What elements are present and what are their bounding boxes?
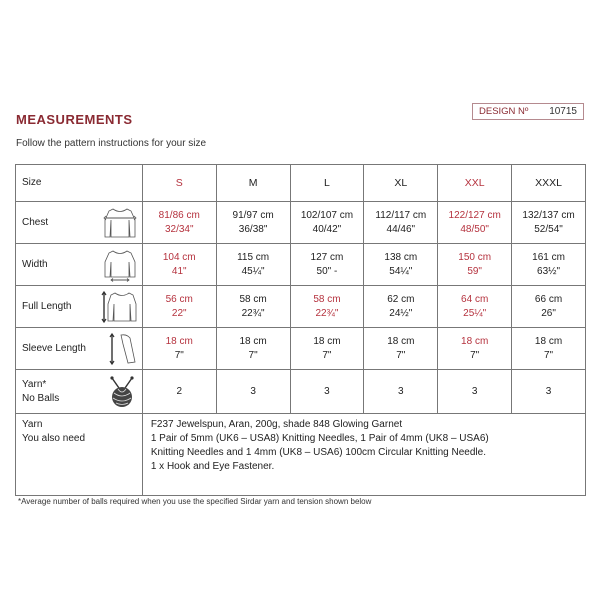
- yarn-details: [142, 414, 585, 496]
- size-xxxl: XXXL: [512, 165, 586, 202]
- yarn-line-1: F237 Jewelspun, Aran, 200g, shade 848 Glowing Garnet: [150, 419, 403, 430]
- full-length-cell-xxl: 64 cm 25¼": [438, 286, 512, 328]
- sleeve-cell-m: 18 cm 7": [216, 328, 290, 370]
- sleeve-cell-xxxl: 18 cm 7": [512, 328, 586, 370]
- width-cell-xxxl: 161 cm 63½": [512, 244, 586, 286]
- full-length-row: [16, 286, 586, 328]
- chest-garment-icon: [102, 206, 138, 240]
- row-label: Full Length: [22, 300, 72, 312]
- size-xxl: XXL: [438, 165, 512, 202]
- chest-cell-xxl: 122/127 cm 48/50": [438, 202, 512, 244]
- width-cell-xl: 138 cm 54¼": [364, 244, 438, 286]
- chest-cell-xxxl: 132/137 cm 52/54": [512, 202, 586, 244]
- yarn-line-2: 1 Pair of 5mm (UK6 – USA8) Knitting Needles, 1 Pair of 4mm (UK8 – USA6): [150, 433, 489, 444]
- design-label: DESIGN Nº: [479, 106, 529, 117]
- also-need-label: You also need: [22, 433, 86, 444]
- yarn-balls-label-line1: Yarn*: [22, 378, 47, 390]
- design-number-box: [472, 103, 584, 120]
- sleeve-cell-xxl: 18 cm 7": [438, 328, 512, 370]
- size-m: M: [216, 165, 290, 202]
- yarn-info-row: [16, 414, 586, 496]
- chest-row: [16, 202, 586, 244]
- width-cell-xxl: 150 cm 59": [438, 244, 512, 286]
- size-header-row: [16, 165, 586, 202]
- footnote: *Average number of balls required when you use the specified Sirdar yarn and tension shown below: [18, 497, 372, 506]
- design-number: 10715: [549, 106, 577, 117]
- size-l: L: [290, 165, 364, 202]
- width-cell-s: 104 cm 41": [142, 244, 216, 286]
- full-length-cell-xl: 62 cm 24½": [364, 286, 438, 328]
- width-row: [16, 244, 586, 286]
- row-label: Sleeve Length: [22, 342, 86, 354]
- full-length-cell-xxxl: 66 cm 26": [512, 286, 586, 328]
- sleeve-length-icon: [108, 332, 138, 366]
- size-s: S: [142, 165, 216, 202]
- balls-m: 3: [216, 370, 290, 414]
- width-cell-m: 115 cm 45¼": [216, 244, 290, 286]
- balls-l: 3: [290, 370, 364, 414]
- instructions-text: Follow the pattern instructions for your size: [16, 138, 207, 149]
- page-title: MEASUREMENTS: [16, 112, 133, 127]
- yarn-ball-needles-icon: [106, 375, 138, 409]
- row-label: Width: [22, 258, 48, 270]
- yarn-balls-label-line2: No Balls: [22, 392, 60, 404]
- balls-xxl: 3: [438, 370, 512, 414]
- chest-cell-m: 91/97 cm 36/38": [216, 202, 290, 244]
- width-garment-icon: [102, 248, 138, 282]
- full-length-cell-l: 58 cm 22¾": [290, 286, 364, 328]
- balls-xl: 3: [364, 370, 438, 414]
- full-length-cell-m: 58 cm 22¾": [216, 286, 290, 328]
- yarn-line-3: Knitting Needles and 1 4mm (UK8 – USA6) 100cm Circular Knitting Needle.: [150, 447, 486, 458]
- sleeve-length-row: [16, 328, 586, 370]
- yarn-balls-row: [16, 370, 586, 414]
- sleeve-cell-l: 18 cm 7": [290, 328, 364, 370]
- balls-s: 2: [142, 370, 216, 414]
- sleeve-cell-s: 18 cm 7": [142, 328, 216, 370]
- row-label: Chest: [22, 216, 49, 228]
- balls-xxxl: 3: [512, 370, 586, 414]
- yarn-line-4: 1 x Hook and Eye Fastener.: [150, 461, 275, 472]
- size-xl: XL: [364, 165, 438, 202]
- size-label: Size: [16, 165, 143, 202]
- chest-cell-l: 102/107 cm 40/42": [290, 202, 364, 244]
- yarn-label: Yarn: [22, 419, 43, 430]
- full-length-garment-icon: [100, 290, 138, 324]
- measurements-table: [15, 164, 586, 496]
- width-cell-l: 127 cm 50" -: [290, 244, 364, 286]
- sleeve-cell-xl: 18 cm 7": [364, 328, 438, 370]
- chest-cell-xl: 112/117 cm 44/46": [364, 202, 438, 244]
- chest-cell-s: 81/86 cm 32/34": [142, 202, 216, 244]
- full-length-cell-s: 56 cm 22": [142, 286, 216, 328]
